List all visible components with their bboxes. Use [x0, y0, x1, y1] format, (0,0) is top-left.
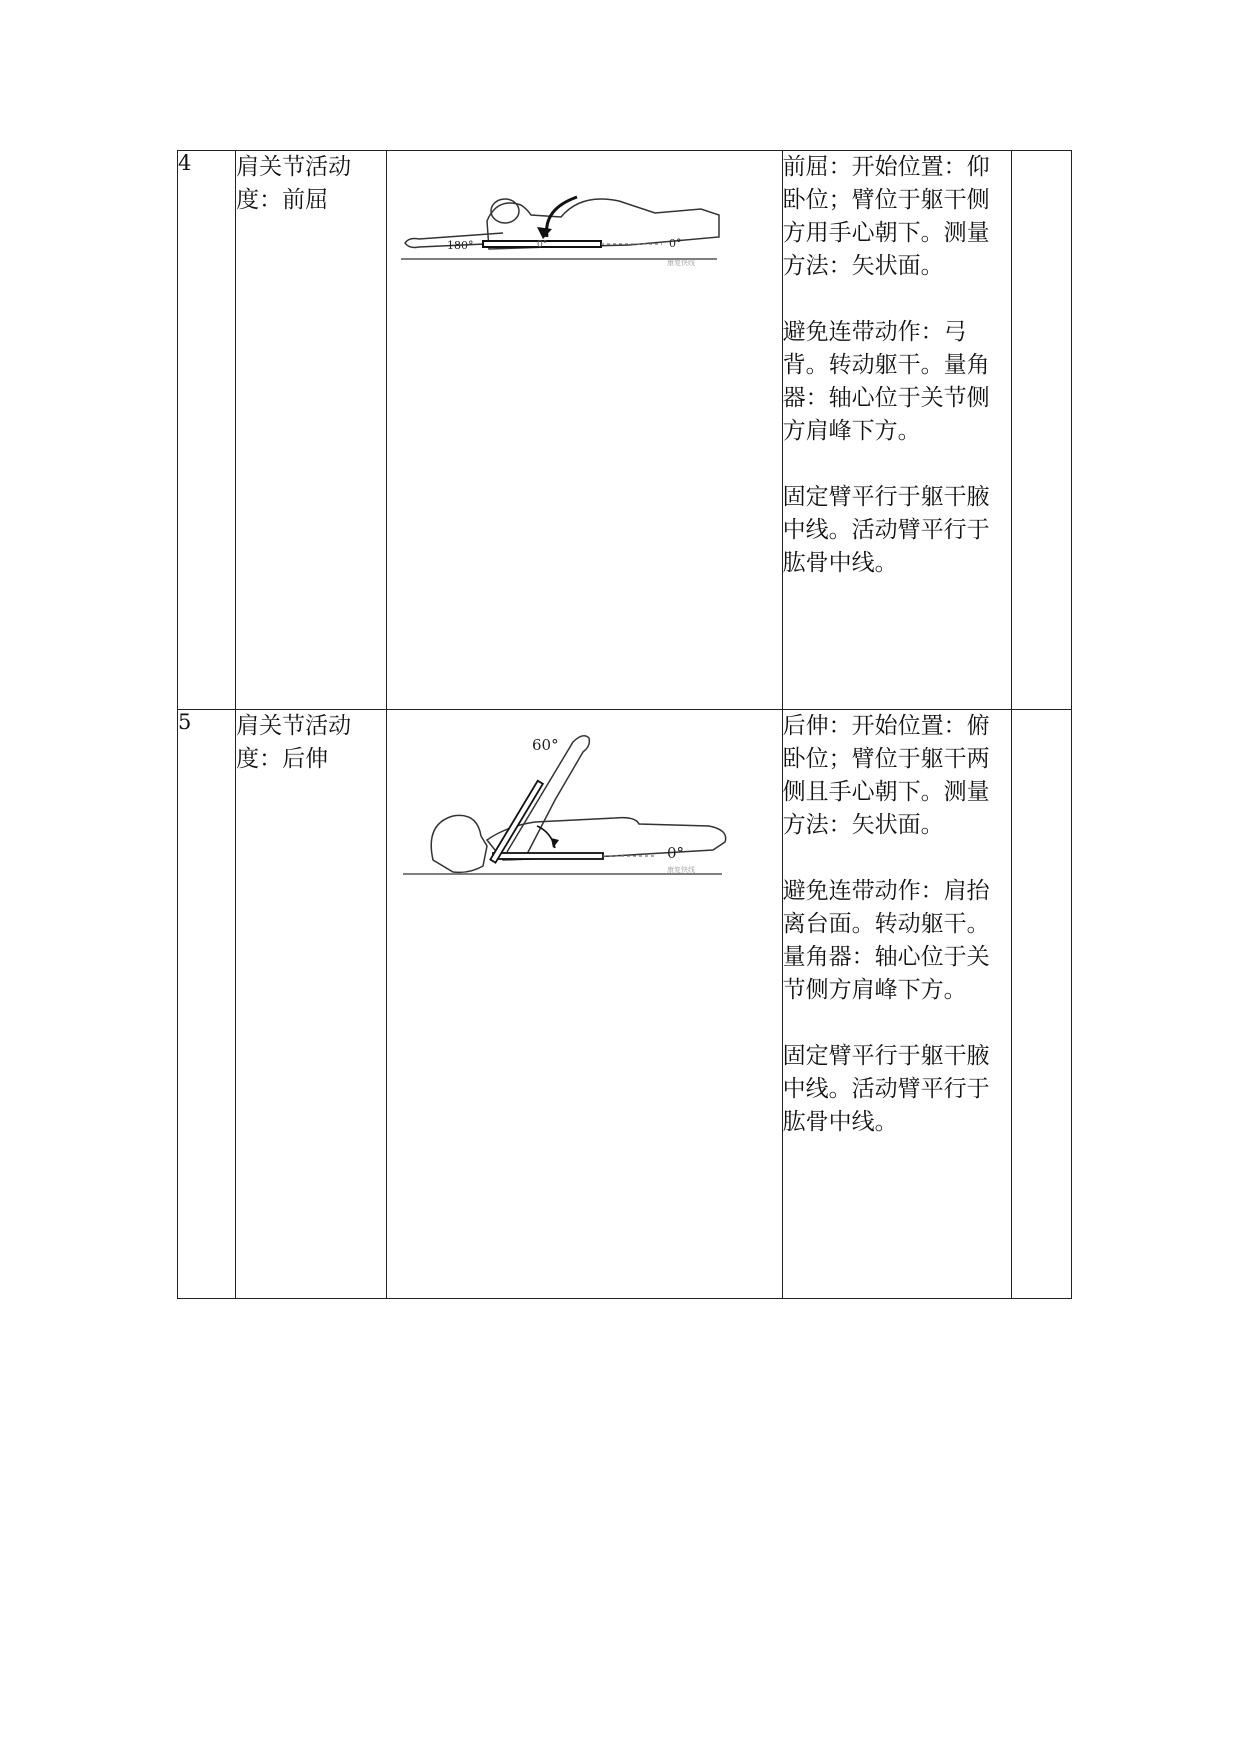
result-cell[interactable] [1011, 151, 1071, 710]
angle-start-label: 180° [447, 239, 474, 252]
description-paragraph: 避免连带动作：肩抬离台面。转动躯干。量角器：轴心位于关节侧方肩峰下方。 [782, 878, 990, 1003]
row-number: 5 [178, 710, 236, 1299]
figure-cell [387, 151, 782, 710]
description-paragraph: 避免连带动作：弓背。转动躯干。量角器：轴心位于关节侧方肩峰下方。 [782, 319, 990, 444]
description-cell [782, 710, 1011, 1299]
rom-table [177, 150, 1072, 1299]
watermark-text: 康复快线 [667, 866, 696, 874]
result-cell[interactable] [1011, 710, 1071, 1299]
description-paragraph: 固定臂平行于躯干腋中线。活动臂平行于肱骨中线。 [782, 1043, 990, 1135]
prone-extension-figure-icon [387, 710, 782, 890]
watermark-text: 康复快线 [667, 259, 696, 267]
figure-cell [387, 710, 782, 1299]
description-paragraph: 后伸：开始位置：俯卧位；臂位于躯干两侧且手心朝下。测量方法：矢状面。 [782, 713, 990, 838]
item-name: 肩关节活动度：后伸 [236, 710, 387, 1299]
angle-end-label: 0° [667, 844, 685, 862]
angle-end-label: 0° [669, 237, 682, 250]
description-paragraph: 前屈：开始位置：仰卧位；臂位于躯干侧方用手心朝下。测量方法：矢状面。 [782, 154, 990, 279]
row-number: 4 [178, 151, 236, 710]
angle-arc-label: 0° [537, 240, 548, 250]
description-paragraph: 固定臂平行于躯干腋中线。活动臂平行于肱骨中线。 [782, 484, 990, 576]
table-row [178, 151, 1072, 710]
item-name: 肩关节活动度：前屈 [236, 151, 387, 710]
supine-flexion-figure-icon [387, 151, 782, 271]
angle-start-label: 60° [532, 736, 559, 754]
table-row [178, 710, 1072, 1299]
description-cell [782, 151, 1011, 710]
